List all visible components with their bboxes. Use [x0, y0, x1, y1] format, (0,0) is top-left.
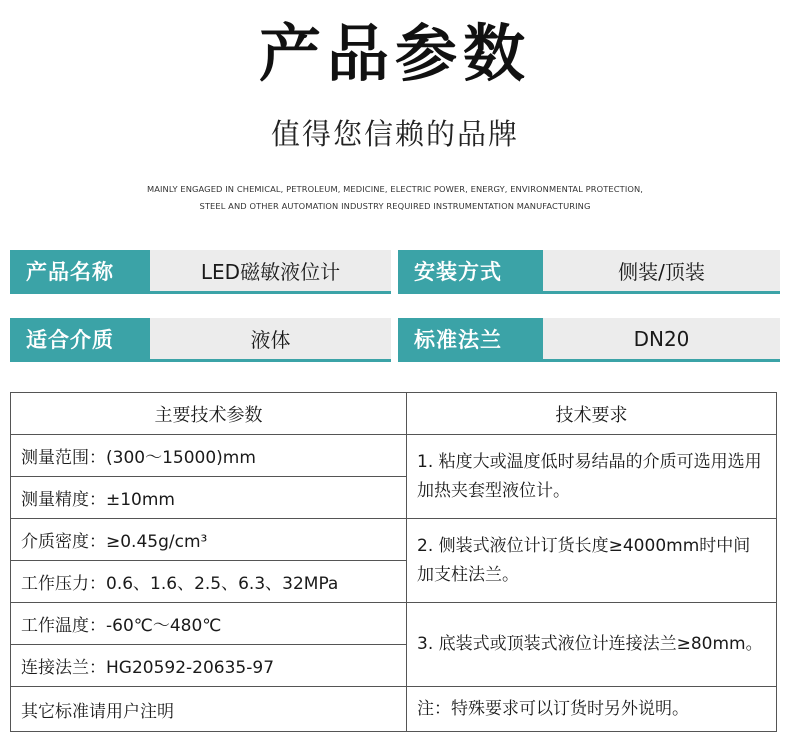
param-flange [398, 318, 780, 362]
table-header-cell: 主要技术参数 [11, 393, 407, 435]
requirement-cell: 2. 侧装式液位计订货长度≥4000mm时中间加支柱法兰。 [407, 519, 777, 603]
table-row [11, 603, 777, 645]
spec-cell: 连接法兰：HG20592-20635-97 [11, 645, 407, 687]
requirement-cell: 3. 底装式或顶装式液位计连接法兰≥80mm。 [407, 603, 777, 687]
spec-cell: 其它标准请用户注明 [11, 687, 407, 732]
param-install-method [398, 250, 780, 294]
table-row [11, 435, 777, 477]
description-line: STEEL AND OTHER AUTOMATION INDUSTRY REQUIRED INSTRUMENTATION MANUFACTURING [199, 201, 591, 211]
table-header-cell: 技术要求 [407, 393, 777, 435]
spec-cell: 测量精度：±10mm [11, 477, 407, 519]
param-medium [10, 318, 391, 362]
spec-cell: 工作压力：0.6、1.6、2.5、6.3、32MPa [11, 561, 407, 603]
table-row [11, 687, 777, 732]
spec-cell: 测量范围：(300～15000)mm [11, 435, 407, 477]
param-label: 安装方式 [398, 250, 543, 291]
param-product-name [10, 250, 391, 294]
param-value: 液体 [150, 318, 391, 359]
description-line: MAINLY ENGAGED IN CHEMICAL, PETROLEUM, MEDICINE, ELECTRIC POWER, ENERGY, ENVIRONMENTAL PROTECTION, [146, 184, 644, 194]
param-label: 适合介质 [10, 318, 150, 359]
company-description [0, 181, 790, 215]
spec-cell: 工作温度：-60℃～480℃ [11, 603, 407, 645]
requirement-cell: 1. 粘度大或温度低时易结晶的介质可选用选用加热夹套型液位计。 [407, 435, 777, 519]
spec-cell: 介质密度：≥0.45g/cm³ [11, 519, 407, 561]
table-header-row [11, 393, 777, 435]
param-label: 标准法兰 [398, 318, 543, 359]
param-value: LED磁敏液位计 [150, 250, 391, 291]
spec-table [10, 392, 777, 732]
page-subtitle: 值得您信赖的品牌 [270, 117, 519, 151]
param-label: 产品名称 [10, 250, 150, 291]
page-title: 产品参数 [258, 17, 531, 90]
param-value: 侧装/顶装 [543, 250, 780, 291]
param-value: DN20 [543, 318, 780, 359]
requirement-cell: 注：特殊要求可以订货时另外说明。 [407, 687, 777, 732]
table-row [11, 519, 777, 561]
